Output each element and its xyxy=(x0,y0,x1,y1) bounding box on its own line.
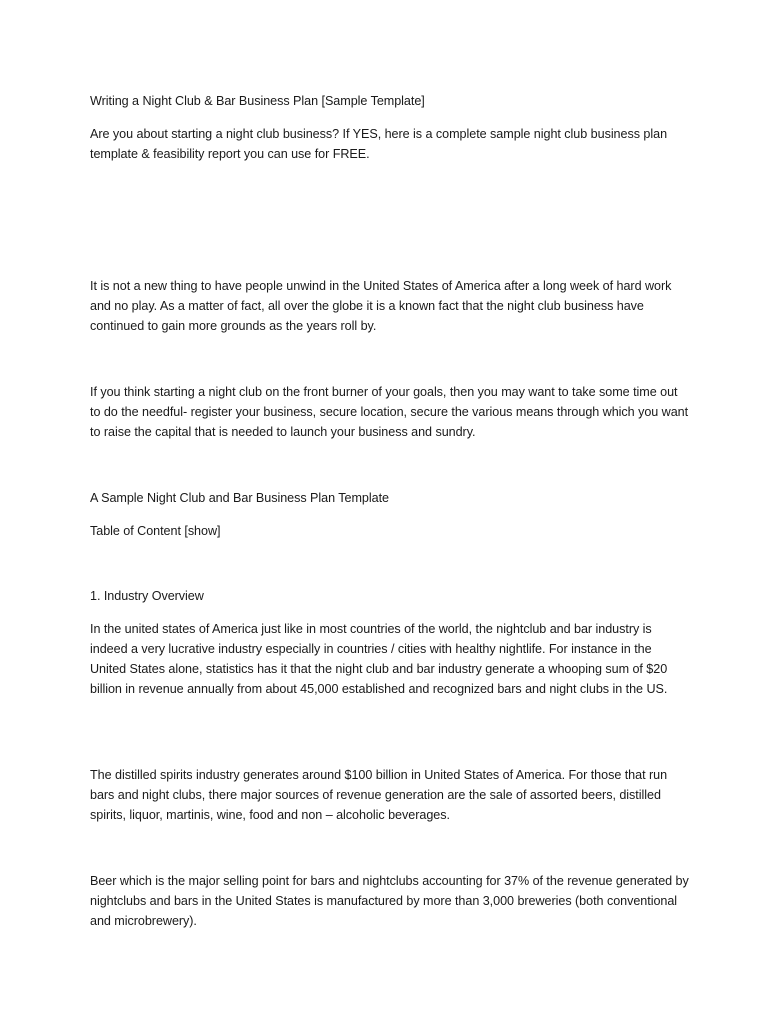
sample-template-heading: A Sample Night Club and Bar Business Plan Template xyxy=(90,491,389,505)
distilled-spirits-paragraph: The distilled spirits industry generates around $100 billion in United States of America. For those that run bars and night clubs, there major sources of revenue generation are the sale of assorted beers, distilled spirits, liquor, martinis, wine, food and non – alcoholic beverages. xyxy=(90,768,668,822)
industry-overview-heading: 1. Industry Overview xyxy=(90,589,204,603)
unwind-paragraph: It is not a new thing to have people unwind in the United States of America after a long week of hard work and no play. As a matter of fact, all over the globe it is a known fact that the night club business have continued to gain more grounds as the years roll by. xyxy=(90,279,672,333)
document-title: Writing a Night Club & Bar Business Plan [Sample Template] xyxy=(90,94,425,108)
intro-paragraph: Are you about starting a night club business? If YES, here is a complete sample night club business plan template & feasibility report you can use for FREE. xyxy=(90,127,668,161)
table-of-content-label: Table of Content [show] xyxy=(90,524,221,538)
goals-paragraph: If you think starting a night club on the front burner of your goals, then you may want to take some time out to do the needful- register your business, secure location, secure the various means through which you want to raise the capital that is needed to launch your business and sundry. xyxy=(90,385,689,439)
industry-usa-paragraph: In the united states of America just like in most countries of the world, the nightclub and bar industry is indeed a very lucrative industry especially in countries / cities with healthy nightlife. For instance in the United States alone, statistics has it that the night club and bar industry generate a whooping sum of $20 billion in revenue annually from about 45,000 established and recognized bars and night clubs in the US. xyxy=(90,622,668,696)
beer-paragraph: Beer which is the major selling point for bars and nightclubs accounting for 37% of the revenue generated by nightclubs and bars in the United States is manufactured by more than 3,000 breweries (both conventional and microbrewery). xyxy=(90,874,689,928)
